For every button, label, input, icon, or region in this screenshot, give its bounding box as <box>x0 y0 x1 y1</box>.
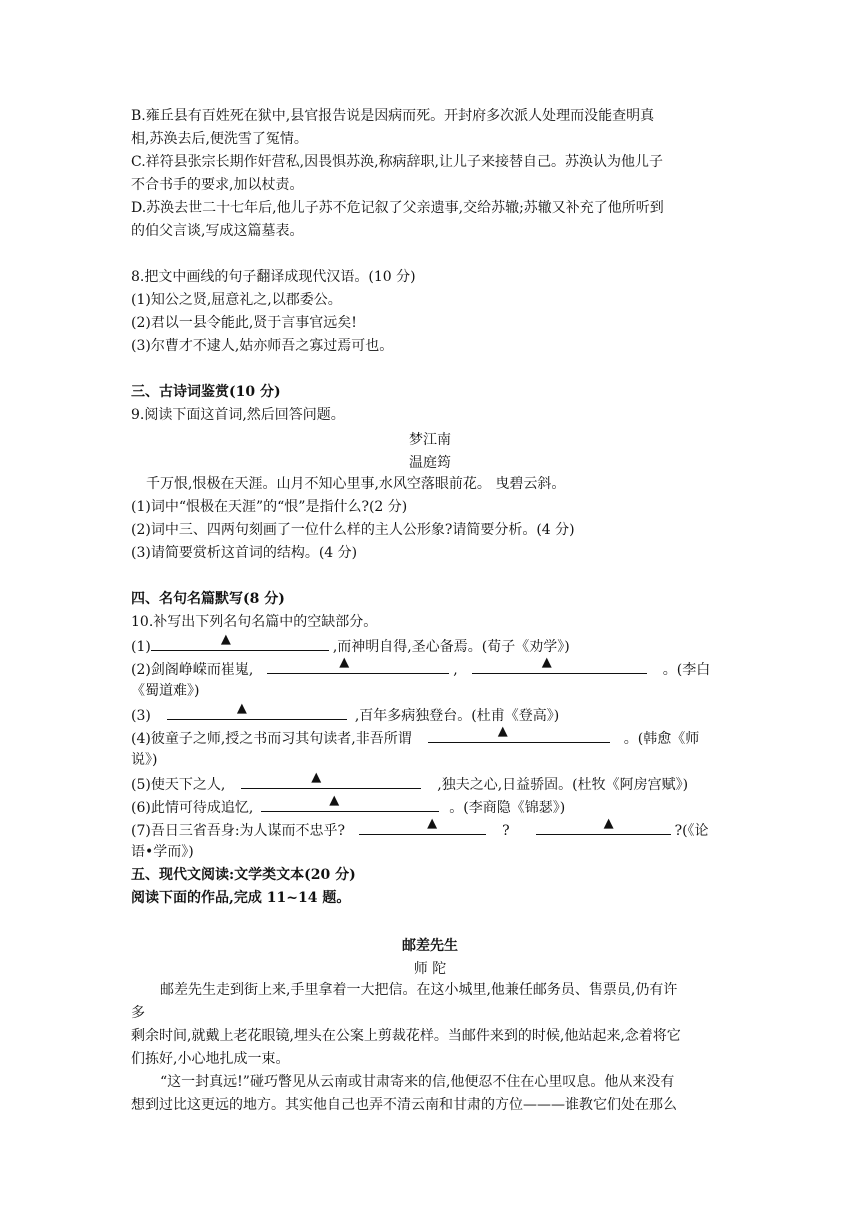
option-c-line2: 不合书手的要求,加以杖责。 <box>131 177 304 193</box>
item-text: ? <box>502 823 510 839</box>
section5-heading: 五、现代文阅读:文学类文本(20 分) <box>131 867 356 883</box>
answer-blank[interactable] <box>428 724 610 743</box>
q8-title: 8.把文中画线的句子翻译成现代汉语。(10 分) <box>131 269 416 285</box>
q9-question-3: (3)请简要赏析这首词的结构。(4 分) <box>131 545 358 561</box>
q10-item-3 <box>131 701 560 725</box>
article-paragraph-line: 邮差先生走到街上来,手里拿着一大把信。在这小城里,他兼任邮务员、售票员,仍有许 <box>160 982 678 998</box>
blank-marker: ▲ <box>603 816 614 831</box>
q10-item-4 <box>131 724 700 748</box>
article-paragraph-line: 多 <box>131 1005 145 1021</box>
blank-marker: ▲ <box>497 724 508 739</box>
item-text: (2)剑阁峥嵘而崔嵬, <box>131 662 254 678</box>
item-text: 。(李白 <box>662 662 711 678</box>
answer-blank[interactable] <box>359 816 486 835</box>
item-text: 。(韩愈《师 <box>623 731 700 747</box>
answer-blank[interactable] <box>151 632 329 651</box>
blank-marker: ▲ <box>427 816 438 831</box>
q10-item-7 <box>131 816 709 840</box>
answer-blank[interactable] <box>167 701 347 720</box>
item-text: (5)使天下之人, <box>131 777 226 793</box>
blank-marker: ▲ <box>541 655 552 670</box>
answer-blank[interactable] <box>261 793 439 812</box>
q10-item-4-cont: 说》) <box>131 752 158 768</box>
item-text: ,独夫之心,日益骄固。(杜牧《阿房宫赋》) <box>437 777 689 793</box>
q10-item-6 <box>131 793 566 817</box>
q9-question-1: (1)词中“恨极在天涯”的“恨”是指什么?(2 分) <box>131 499 408 515</box>
q8-item-1: (1)知公之贤,屈意礼之,以郡委公。 <box>131 292 342 308</box>
q9-intro: 9.阅读下面这首词,然后回答问题。 <box>131 407 345 423</box>
q10-item-2 <box>131 655 711 679</box>
item-text: ?(《论 <box>674 823 709 839</box>
item-text: (7)吾日三省吾身:为人谋而不忠乎? <box>131 823 346 839</box>
blank-marker: ▲ <box>220 632 231 647</box>
item-text: (1) <box>131 639 151 655</box>
option-d-line2: 的伯父言谈,写成这篇墓表。 <box>131 223 304 239</box>
poem-text: 千万恨,恨极在天涯。山月不知心里事,水风空落眼前花。 曳碧云斜。 <box>146 476 566 492</box>
item-text: ,而神明自得,圣心备焉。(荀子《劝学》) <box>332 639 570 655</box>
q10-item-1 <box>131 632 570 656</box>
blank-marker: ▲ <box>311 770 322 785</box>
q8-item-3: (3)尔曹才不逮人,姑亦师吾之寡过焉可也。 <box>131 338 394 354</box>
q8-item-2: (2)君以一县令能此,贤于言事官远矣! <box>131 315 357 331</box>
poem-author: 温庭筠 <box>409 455 451 471</box>
article-paragraph-line: “这一封真远!”碰巧瞥见从云南或甘肃寄来的信,他便忍不住在心里叹息。他从来没有 <box>160 1074 675 1090</box>
q10-intro: 10.补写出下列名句名篇中的空缺部分。 <box>131 614 378 630</box>
article-author: 师 陀 <box>413 961 447 977</box>
blank-marker: ▲ <box>236 701 247 716</box>
section5-intro: 阅读下面的作品,完成 11~14 题。 <box>131 890 351 906</box>
option-b-line2: 相,苏涣去后,便洗雪了冤情。 <box>131 131 308 147</box>
q10-item-2-cont: 《蜀道难》) <box>131 683 200 699</box>
q9-question-2: (2)词中三、四两句刻画了一位什么样的主人公形象?请简要分析。(4 分) <box>131 522 575 538</box>
section3-heading: 三、古诗词鉴赏(10 分) <box>131 384 281 400</box>
section4-heading: 四、名句名篇默写(8 分) <box>131 591 285 607</box>
answer-blank[interactable] <box>241 770 421 789</box>
option-b-line1: B.雍丘县有百姓死在狱中,县官报告说是因病而死。开封府多次派人处理而没能查明真 <box>131 108 655 124</box>
option-d-line1: D.苏涣去世二十七年后,他儿子苏不危记叙了父亲遗事,交给苏辙;苏辙又补充了他所听到 <box>131 200 664 216</box>
blank-marker: ▲ <box>339 655 350 670</box>
answer-blank[interactable] <box>472 655 647 674</box>
item-text: 。(李商隐《锦瑟》) <box>449 800 566 816</box>
item-text: (3) <box>131 708 151 724</box>
q10-item-7-cont: 语•学而》) <box>131 844 194 860</box>
option-c-line1: C.祥符县张宗长期作奸营私,因畏惧苏涣,称病辞职,让儿子来接替自己。苏涣认为他儿子 <box>131 154 664 170</box>
article-paragraph-line: 剩余时间,就戴上老花眼镜,埋头在公案上剪裁花样。当邮件来到的时候,他站起来,念着将它 <box>131 1028 681 1044</box>
item-text: (6)此情可待成追忆, <box>131 800 254 816</box>
q10-item-5 <box>131 770 689 794</box>
item-text: , <box>453 662 458 678</box>
item-text: (4)彼童子之师,授之书而习其句读者,非吾所谓 <box>131 731 412 747</box>
article-title: 邮差先生 <box>402 938 458 954</box>
answer-blank[interactable] <box>536 816 671 835</box>
poem-title: 梦江南 <box>409 432 451 448</box>
article-paragraph-line: 们拣好,小心地扎成一束。 <box>131 1051 290 1067</box>
item-text: ,百年多病独登台。(杜甫《登高》) <box>354 708 560 724</box>
article-paragraph-line: 想到过比这更远的地方。其实他自己也弄不清云南和甘肃的方位———谁教它们处在那么 <box>131 1097 677 1113</box>
blank-marker: ▲ <box>329 793 340 808</box>
answer-blank[interactable] <box>267 655 449 674</box>
